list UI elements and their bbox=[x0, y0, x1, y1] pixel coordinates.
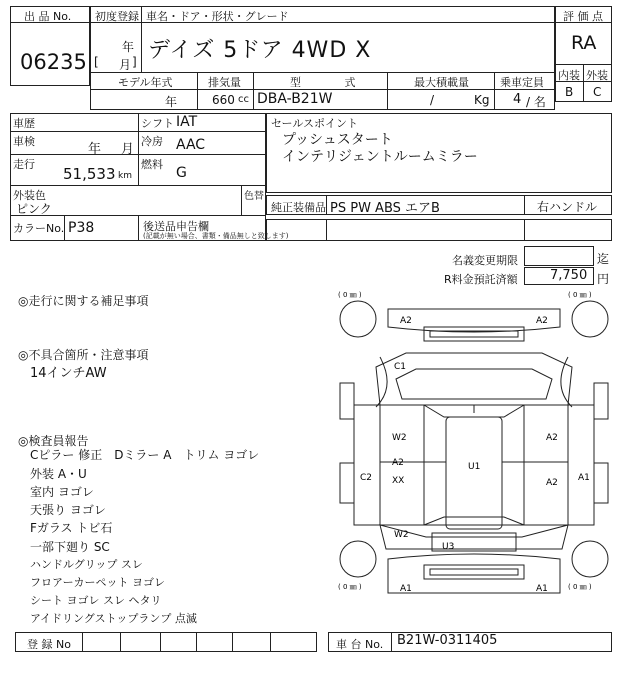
color-label: 外装色 bbox=[13, 189, 46, 202]
sales-point-2: インテリジェントルームミラー bbox=[282, 149, 478, 165]
grade-label: 評 価 点 bbox=[563, 10, 603, 23]
grade-value: RA bbox=[571, 32, 597, 54]
rear-bumper-outline bbox=[388, 554, 560, 593]
inspection-year: 年 bbox=[88, 142, 102, 157]
inspector-line: フロアーカーペット ヨゴレ bbox=[30, 576, 165, 589]
mark-front-left-fender: A2 bbox=[400, 316, 412, 326]
lot-label: 出 品 No. bbox=[24, 10, 72, 23]
mark-rear-left-bumper: A1 bbox=[400, 584, 412, 594]
inspector-line: アイドリングストップランプ 点滅 bbox=[30, 612, 197, 625]
displacement-unit: cc bbox=[238, 94, 249, 105]
mark-c-pillar: C1 bbox=[394, 362, 407, 372]
inspector-line: Fガラス トビ石 bbox=[30, 521, 113, 535]
mileage-unit: km bbox=[118, 171, 132, 181]
inspector-heading: ◎検査員報告 bbox=[18, 434, 89, 448]
max-load-unit: Kg bbox=[474, 93, 490, 107]
shift-value: IAT bbox=[176, 114, 198, 130]
bracket-close: ] bbox=[132, 55, 137, 69]
capacity-unit: / 名 bbox=[526, 95, 546, 109]
fuel-value: G bbox=[176, 165, 187, 181]
model-year-label: モデル年式 bbox=[118, 76, 173, 89]
mark-left-rear-quarter: W2 bbox=[394, 530, 409, 540]
reg-no-label: 登 録 No bbox=[27, 638, 71, 651]
inspector-line: 天張り ヨゴレ bbox=[30, 503, 106, 517]
displacement-value: 660 bbox=[212, 93, 235, 107]
driving-notes-heading: ◎走行に関する補足事項 bbox=[18, 294, 149, 308]
hood-outline bbox=[376, 353, 572, 405]
rear-glass bbox=[424, 517, 524, 525]
color-value: ピンク bbox=[16, 202, 52, 216]
inspector-line: シート ヨゴレ スレ ヘタリ bbox=[30, 594, 162, 607]
mark-right-rear-door: A2 bbox=[546, 478, 558, 488]
deadline-label: 名義変更期限 bbox=[452, 254, 518, 267]
tire-front-right bbox=[572, 301, 608, 337]
fuel-label: 燃料 bbox=[141, 158, 163, 171]
displacement-label: 排気量 bbox=[208, 76, 241, 89]
shift-label: シフト bbox=[141, 117, 174, 130]
interior-label: 内装 bbox=[558, 69, 580, 82]
defects-heading: ◎不具合箇所・注意事項 bbox=[18, 348, 149, 362]
interior-grade: B bbox=[565, 85, 574, 99]
front-bumper-outline bbox=[388, 309, 560, 332]
tire-label-fr: ( 0 ㎜ ) bbox=[568, 291, 592, 299]
deadline-unit: 迄 bbox=[597, 252, 610, 266]
mark-left-side: C2 bbox=[360, 473, 373, 483]
mark-roof: U1 bbox=[468, 462, 481, 472]
mark-rear-panel: U3 bbox=[442, 542, 455, 552]
capacity-value: 4 bbox=[513, 92, 522, 107]
lot-number: 06235 bbox=[20, 50, 87, 74]
exterior-label: 外装 bbox=[586, 69, 608, 82]
model-year-unit: 年 bbox=[165, 95, 178, 109]
deadline-value-box[interactable] bbox=[524, 246, 594, 266]
exterior-grade: C bbox=[593, 85, 602, 99]
tire-label-rr: ( 0 ㎜ ) bbox=[568, 583, 592, 591]
recycle-unit: 円 bbox=[597, 272, 610, 286]
mark-left-rear-door-bottom: XX bbox=[392, 476, 405, 486]
inspector-line: 室内 ヨゴレ bbox=[30, 485, 94, 499]
inspector-line: Cピラー 修正 Dミラー A トリム ヨゴレ bbox=[30, 448, 260, 462]
color-no-value: P38 bbox=[68, 220, 95, 236]
ac-label: 冷房 bbox=[141, 135, 163, 148]
model-value: DBA-B21W bbox=[257, 91, 333, 107]
car-name: デイズ 5ドア 4WD X bbox=[148, 38, 372, 63]
mark-left-front-door: W2 bbox=[392, 433, 407, 443]
recycle-amount: 7,750 bbox=[550, 268, 588, 283]
mark-left-rear-door-top: A2 bbox=[392, 458, 404, 468]
ac-value: AAC bbox=[176, 137, 206, 153]
mileage-value: 51,533 bbox=[63, 165, 116, 183]
color-change-label: 色替 bbox=[244, 191, 264, 202]
bracket-open: [ bbox=[94, 55, 99, 69]
mark-rear-right-bumper: A1 bbox=[536, 584, 548, 594]
sales-point-1: プッシュスタート bbox=[282, 132, 393, 148]
recycle-label: R料金預託済額 bbox=[444, 273, 518, 286]
tire-label-fl: ( 0 ㎜ ) bbox=[338, 291, 362, 299]
inspector-line: 一部下廻り SC bbox=[30, 540, 110, 554]
history-label: 車歴 bbox=[13, 117, 35, 130]
postal-note: (記載が無い場合、書類・備品無しと致します) bbox=[143, 232, 289, 240]
postal-label: 後送品申告欄 bbox=[143, 220, 209, 233]
front-grille bbox=[424, 327, 524, 341]
right-side-panel bbox=[568, 405, 594, 525]
sales-point-label: セールスポイント bbox=[271, 117, 359, 130]
color-no-label: カラーNo. bbox=[13, 222, 65, 235]
max-load-slash: / bbox=[430, 93, 435, 107]
rear-lamp bbox=[424, 565, 524, 579]
capacity-label: 乗車定員 bbox=[500, 76, 544, 89]
first-reg-label: 初度登録 bbox=[95, 10, 139, 23]
tire-rear-left bbox=[340, 541, 376, 577]
tire-front-left bbox=[340, 301, 376, 337]
inspection-label: 車検 bbox=[13, 135, 35, 148]
left-side-panel bbox=[354, 405, 380, 525]
handle-value: 右ハンドル bbox=[537, 200, 598, 214]
defect-item: 14インチAW bbox=[30, 366, 107, 381]
mark-front-right-fender: A2 bbox=[536, 316, 548, 326]
mileage-label: 走行 bbox=[13, 158, 35, 171]
equipment-label: 純正装備品 bbox=[271, 201, 326, 214]
chassis-label: 車 台 No. bbox=[336, 638, 384, 651]
model-label: 型 式 bbox=[290, 76, 356, 89]
first-reg-month-unit: 月 bbox=[119, 58, 132, 72]
car-name-label: 車名・ドア・形状・グレード bbox=[146, 10, 289, 23]
mark-right-front-door: A2 bbox=[546, 433, 558, 443]
tire-label-rl: ( 0 ㎜ ) bbox=[338, 583, 362, 591]
car-condition-diagram bbox=[336, 287, 612, 603]
chassis-number: B21W-0311405 bbox=[397, 633, 498, 648]
first-reg-year-unit: 年 bbox=[122, 40, 135, 54]
inspector-line: ハンドルグリップ スレ bbox=[30, 558, 143, 571]
max-load-label: 最大積載量 bbox=[414, 76, 469, 89]
inspection-month: 月 bbox=[121, 142, 135, 157]
tire-rear-right bbox=[572, 541, 608, 577]
blank-field-box bbox=[266, 219, 612, 241]
roof-panel bbox=[446, 417, 502, 529]
equipment-value: PS PW ABS エアB bbox=[330, 201, 440, 216]
inspector-line: 外装 A・U bbox=[30, 467, 87, 481]
mark-right-side: A1 bbox=[578, 473, 590, 483]
